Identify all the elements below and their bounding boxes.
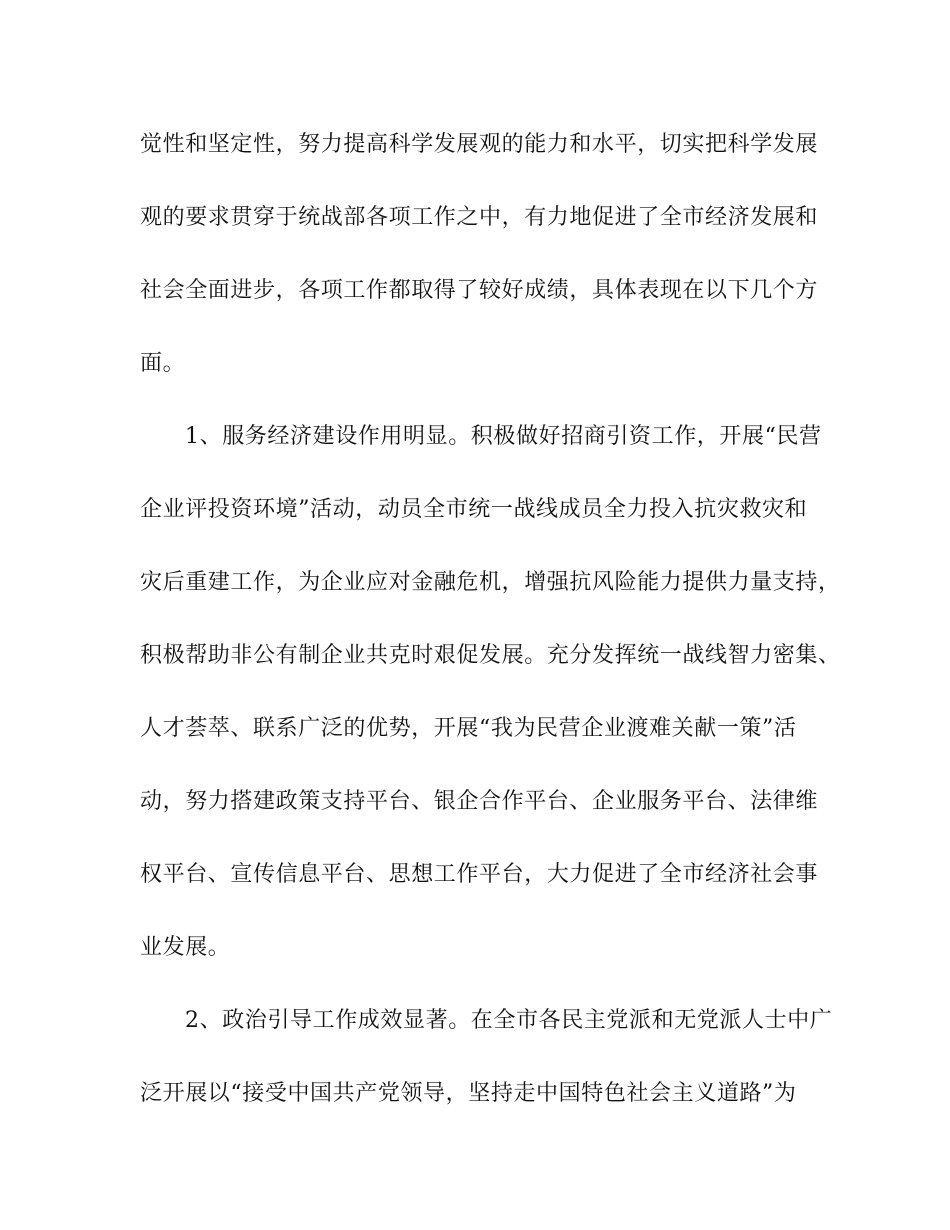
text-line: 权平台、宣传信息平台、思想工作平台，大力促进了全市经济社会事 [140,862,819,887]
text-line: 企业评投资环境”活动，动员全市统一战线成员全力投入抗灾救灾和 [140,497,808,522]
paragraph-start-line: 2、政治引导工作成效显著。在全市各民主党派和无党派人士中广 [185,1008,833,1033]
text-line: 泛开展以“接受中国共产党领导，坚持走中国特色社会主义道路”为 [140,1081,797,1106]
text-line: 积极帮助非公有制企业共克时艰促发展。充分发挥统一战线智力密集、 [140,643,841,668]
text-line: 面。 [140,351,186,376]
text-line: 业发展。 [140,935,231,960]
text-line: 灾后重建工作，为企业应对金融危机，增强抗风险能力提供力量支持， [140,570,841,595]
paragraph-start-line: 1、服务经济建设作用明显。积极做好招商引资工作，开展“民营 [185,424,822,449]
text-line: 人才荟萃、联系广泛的优势，开展“我为民营企业渡难关献一策”活 [140,716,797,741]
text-line: 社会全面进步，各项工作都取得了较好成绩，具体表现在以下几个方 [140,278,819,303]
text-line: 动，努力搭建政策支持平台、银企合作平台、企业服务平台、法律维 [140,789,819,814]
text-line: 觉性和坚定性，努力提高科学发展观的能力和水平，切实把科学发展 [140,132,819,157]
text-line: 观的要求贯穿于统战部各项工作之中，有力地促进了全市经济发展和 [140,205,819,230]
